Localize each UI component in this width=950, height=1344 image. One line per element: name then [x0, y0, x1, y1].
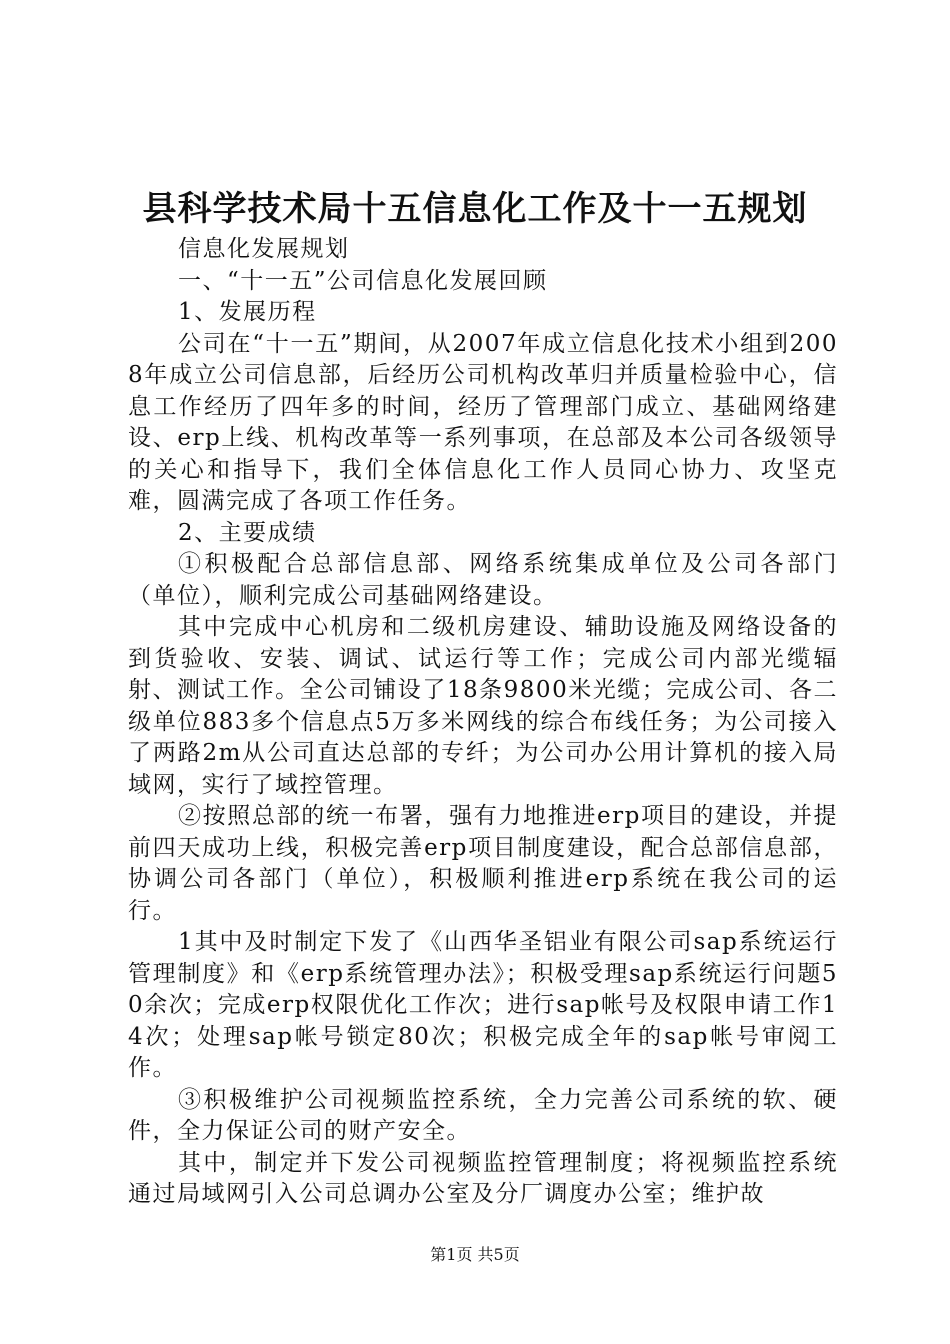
paragraph-subheading-achievements: 2、主要成绩	[178, 519, 317, 546]
paragraph-section-heading: 一、“十一五”公司信息化发展回顾	[178, 267, 548, 294]
paragraph-achievement-3: ③积极维护公司视频监控系统，全力完善公司系统的软、硬件，全力保证公司的财产安全。	[128, 1086, 838, 1144]
page-number-footer: 第1页 共5页	[430, 1245, 520, 1264]
document-body	[128, 234, 838, 1211]
paragraph-history: 公司在“十一五”期间，从2007年成立信息化技术小组到2008年成立公司信息部，后经历公司机构改革归并质量检验中心，信息工作经历了四年多的时间，经历了管理部门成立、基础网络建设、erp上线、机构改革等一系列事项，在总部及本公司各级领导的关心和指导下，我们全体信息化工作人员同心协力、攻坚克难，圆满完成了各项工作任务。	[128, 330, 838, 514]
paragraph-achievement-2-detail: 1其中及时制定下发了《山西华圣铝业有限公司sap系统运行管理制度》和《erp系统管理办法》；积极受理sap系统运行问题50余次；完成erp权限优化工作次；进行sap帐号及权限申请工作14次；处理sap帐号锁定80次；积极完成全年的sap帐号审阅工作。	[128, 929, 838, 1081]
paragraph-achievement-1: ①积极配合总部信息部、网络系统集成单位及公司各部门（单位），顺利完成公司基础网络建设。	[128, 551, 838, 609]
paragraph-plan-heading: 信息化发展规划	[178, 236, 350, 262]
paragraph-achievement-1-detail: 其中完成中心机房和二级机房建设、辅助设施及网络设备的到货验收、安装、调试、试运行等工作；完成公司内部光缆辐射、测试工作。全公司铺设了18条9800米光缆；完成公司、各二级单位883多个信息点5万多米网线的综合布线任务；为公司接入了两路2m从公司直达总部的专纤；为公司办公用计算机的接入局域网，实行了域控管理。	[128, 614, 838, 798]
paragraph-achievement-3-detail: 其中，制定并下发公司视频监控管理制度；将视频监控系统通过局域网引入公司总调办公室及分厂调度办公室；维护故	[128, 1149, 838, 1207]
document-title: 县科学技术局十五信息化工作及十一五规划	[142, 189, 808, 229]
paragraph-achievement-2: ②按照总部的统一布署，强有力地推进erp项目的建设，并提前四天成功上线，积极完善erp项目制度建设，配合总部信息部，协调公司各部门（单位），积极顺利推进erp系统在我公司的运行。	[128, 803, 838, 924]
paragraph-subheading-history: 1、发展历程	[178, 299, 317, 325]
